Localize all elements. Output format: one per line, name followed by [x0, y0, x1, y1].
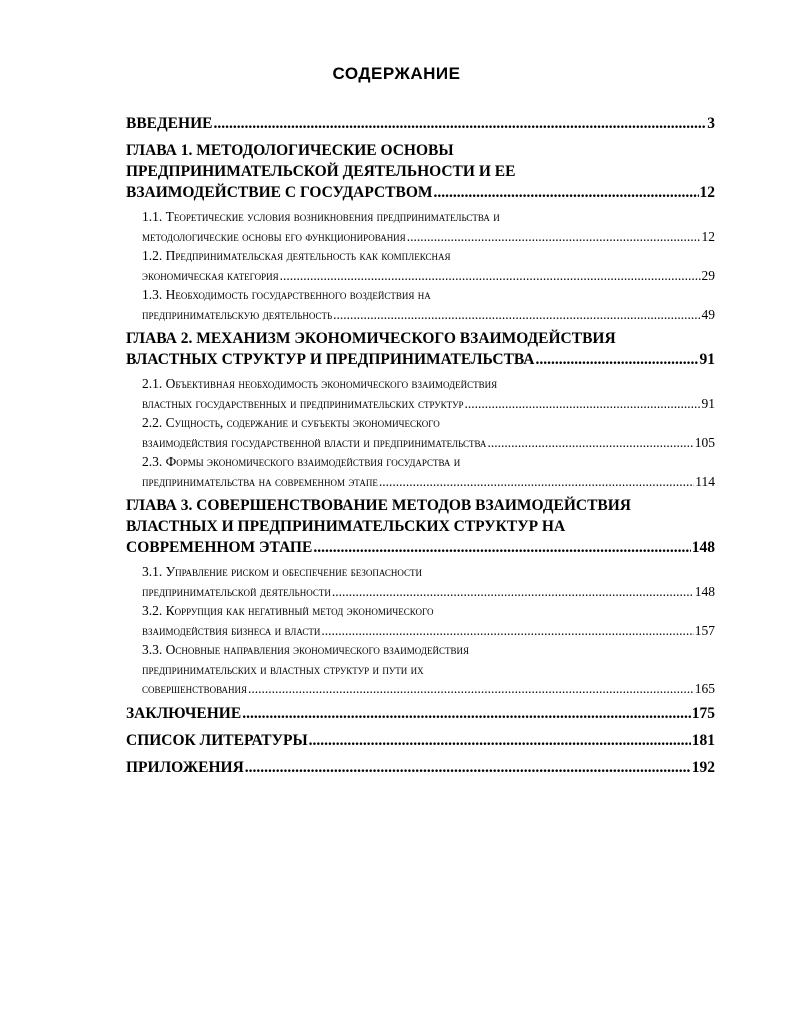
- toc-intro: [126, 113, 715, 134]
- entry-title: ВЗАИМОДЕЙСТВИЕ С ГОСУДАРСТВОМ: [126, 184, 433, 201]
- toc-chapter-1: [126, 140, 715, 203]
- entry-title: предпринимательства на современном этапе: [142, 473, 378, 489]
- toc-entry: [142, 227, 715, 247]
- chapter-3-sections: [126, 562, 715, 699]
- page-number: 148: [694, 583, 715, 599]
- entry-title: СОВРЕМЕННОМ ЭТАПЕ: [126, 539, 313, 556]
- dot-leader: [321, 621, 693, 641]
- chapter-title-line: ГЛАВА 3. СОВЕРШЕНСТВОВАНИЕ МЕТОДОВ ВЗАИМОДЕЙСТВИЯ: [126, 497, 631, 514]
- dot-leader: [280, 266, 701, 286]
- entry-title: ПРИЛОЖЕНИЯ: [126, 758, 244, 776]
- chapter-title-line: ГЛАВА 2. МЕХАНИЗМ ЭКОНОМИЧЕСКОГО ВЗАИМОДЕЙСТВИЯ: [126, 330, 616, 347]
- dot-leader: [248, 679, 694, 699]
- toc-entry: [126, 730, 715, 751]
- entry-title: ВЛАСТНЫХ СТРУКТУР И ПРЕДПРИНИМАТЕЛЬСТВА: [126, 351, 535, 368]
- toc-section-2-1: [142, 374, 715, 413]
- chapter-1-sections: [126, 207, 715, 324]
- toc-entry: [142, 679, 715, 699]
- dot-leader: [434, 182, 699, 203]
- page-number: 114: [695, 473, 715, 489]
- section-title-line: 3.3. Основные направления экономического взаимодействия: [142, 642, 469, 657]
- page-number: 181: [691, 731, 715, 749]
- page-number: 91: [701, 395, 715, 411]
- toc-entry: [142, 433, 715, 453]
- toc-references: [126, 730, 715, 751]
- page-number: 165: [694, 681, 715, 696]
- page-number: 148: [691, 539, 715, 556]
- toc-section-1-3: [142, 285, 715, 324]
- toc-entry: [142, 394, 715, 414]
- toc-section-3-1: [142, 562, 715, 601]
- toc-appendices: [126, 757, 715, 778]
- page-number: 12: [701, 228, 715, 244]
- entry-title: ЗАКЛЮЧЕНИЕ: [126, 704, 242, 722]
- toc-chapter-2: [126, 328, 715, 370]
- toc-entry: [126, 757, 715, 778]
- dot-leader: [309, 730, 691, 751]
- toc-entry: [126, 349, 715, 370]
- entry-title: СПИСОК ЛИТЕРАТУРЫ: [126, 731, 308, 749]
- section-title-line: 3.2. Коррупция как негативный метод экономического: [142, 603, 434, 618]
- page-number: 91: [699, 351, 715, 368]
- page-number: 49: [701, 306, 715, 322]
- section-title-line: 1.2. Предпринимательская деятельность как комплексная: [142, 248, 451, 263]
- table-of-contents: [126, 113, 715, 782]
- toc-entry: [142, 305, 715, 325]
- chapter-title-line: ПРЕДПРИНИМАТЕЛЬСКОЙ ДЕЯТЕЛЬНОСТИ И ЕЕ: [126, 163, 516, 180]
- toc-section-3-2: [142, 601, 715, 640]
- toc-entry: [126, 537, 715, 558]
- toc-entry: [142, 266, 715, 286]
- dot-leader: [333, 305, 700, 325]
- dot-leader: [535, 349, 698, 370]
- toc-entry: [142, 472, 715, 492]
- toc-chapter-3: [126, 495, 715, 558]
- page-title: СОДЕРЖАНИЕ: [332, 64, 461, 83]
- dot-leader: [313, 537, 690, 558]
- toc-entry: [142, 582, 715, 602]
- entry-title: экономическая категория: [142, 267, 279, 283]
- toc-section-2-3: [142, 452, 715, 491]
- section-title-line: 2.3. Формы экономического взаимодействия государства и: [142, 454, 461, 469]
- page-number: 192: [691, 758, 715, 776]
- toc-section-1-1: [142, 207, 715, 246]
- entry-title: взаимодействия государственной власти и предпринимательства: [142, 434, 487, 450]
- dot-leader: [213, 113, 706, 134]
- section-title-line: 2.1. Объективная необходимость экономического взаимодействия: [142, 376, 498, 391]
- section-title-line: 1.1. Теоретические условия возникновения предпринимательства и: [142, 209, 500, 224]
- chapter-title-line: ГЛАВА 1. МЕТОДОЛОГИЧЕСКИЕ ОСНОВЫ: [126, 142, 454, 159]
- toc-section-1-2: [142, 246, 715, 285]
- dot-leader: [242, 703, 691, 724]
- dot-leader: [487, 433, 693, 453]
- entry-title: ВВЕДЕНИЕ: [126, 115, 213, 132]
- dot-leader: [245, 757, 691, 778]
- toc-conclusion: [126, 703, 715, 724]
- chapter-2-sections: [126, 374, 715, 491]
- page-number: 157: [694, 622, 715, 638]
- page-number: 175: [691, 704, 715, 722]
- toc-section-2-2: [142, 413, 715, 452]
- entry-title: совершенствования: [142, 681, 248, 696]
- toc-entry: [126, 703, 715, 724]
- chapter-title-line: ВЛАСТНЫХ И ПРЕДПРИНИМАТЕЛЬСКИХ СТРУКТУР НА: [126, 518, 566, 535]
- dot-leader: [465, 394, 701, 414]
- section-title-line: предпринимательских и властных структур и пути их: [142, 661, 424, 677]
- dot-leader: [379, 472, 694, 492]
- entry-title: методологические основы его функционирования: [142, 228, 406, 244]
- toc-entry: [126, 182, 715, 203]
- toc-section-3-3: [142, 640, 715, 699]
- section-title-line: 3.1. Управление риском и обеспечение безопасности: [142, 564, 423, 579]
- entry-title: предпринимательскую деятельность: [142, 306, 333, 322]
- dot-leader: [407, 227, 701, 247]
- dot-leader: [332, 582, 694, 602]
- page-number: 29: [701, 267, 715, 283]
- section-title-line: 2.2. Сущность, содержание и субъекты экономического: [142, 415, 440, 430]
- section-title-line: 1.3. Необходимость государственного воздействия на: [142, 287, 431, 302]
- toc-entry: [126, 113, 715, 134]
- page-number: 12: [699, 184, 715, 201]
- entry-title: властных государственных и предпринимательских структур: [142, 395, 464, 411]
- toc-entry: [142, 621, 715, 641]
- entry-title: предпринимательской деятельности: [142, 583, 331, 599]
- page-number: 105: [694, 434, 715, 450]
- page-number: 3: [707, 115, 715, 132]
- entry-title: взаимодействия бизнеса и власти: [142, 622, 321, 638]
